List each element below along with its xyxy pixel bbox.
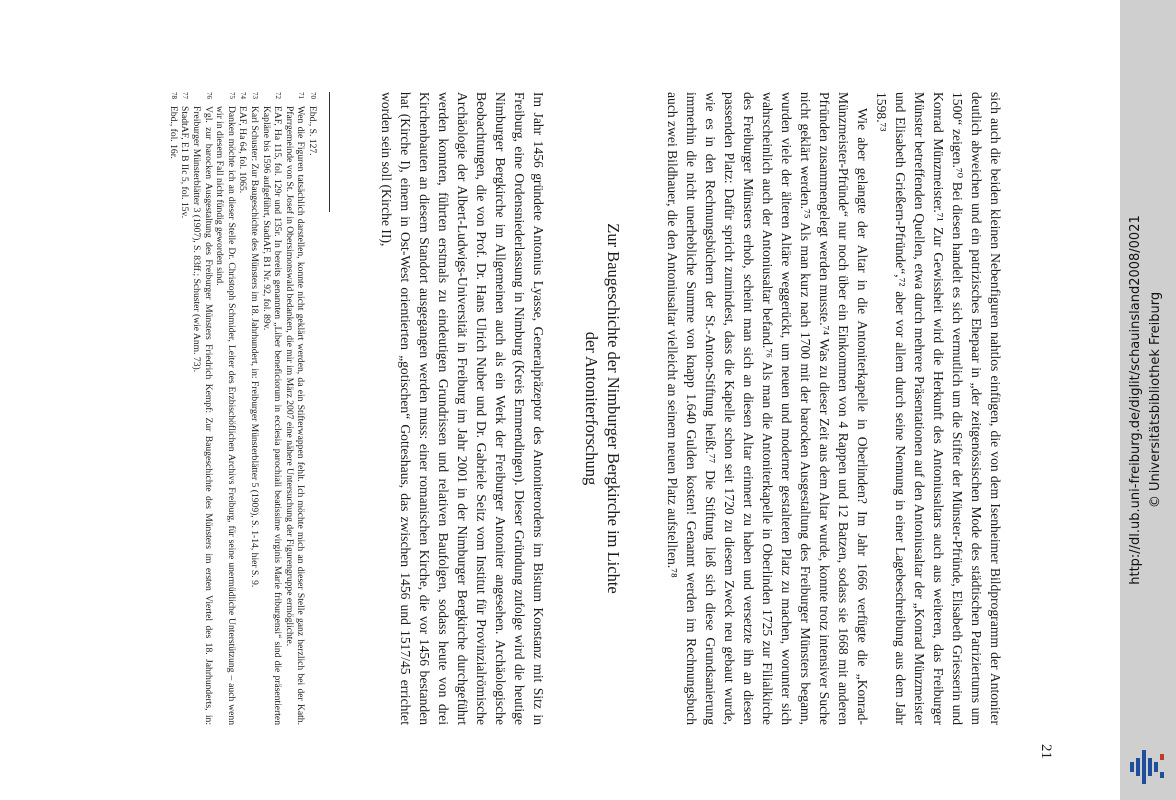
footnote: 70 Ebd., S. 127. xyxy=(307,92,318,156)
copyright-notice: © Universitätsbibliothek Freiburg xyxy=(1148,291,1163,509)
footnote: 72 EAF, Ha 115, fol. 129r und 135r. In bereits genannten „Liber beneficiorum in ecclesia parochiali beatissime virginis Marie friburgensi“ sind die präsentierten Kapläne bis 1596 aufgeführt, StadtAF, B1 Nr. 92, fol. 89v. xyxy=(260,92,284,725)
section-paragraph: Im Jahr 1456 gründete Antonius Lyasse, Generalpräzeptor des Antoniterordens im Bistum Konstanz mit Sitz in Freiburg, eine Ordensniederlassung in Nimburg (Kreis Emmendingen). Dieser Gründung zufolge wird die heutige Nimburger Bergkirche im Allgemeinen auch als ein Werk der Freiburger Antoniter angesehen. Archäologische Beobachtungen, die von Prof. Dr. Hans Ulrich Nuber und Dr. Gabriele Seitz vom Institut für Provinzialrömische Archäologie der Albert-Ludwigs-Universität in Freiburg im Jahr 2001 in der Nimburger Bergkirche durchgeführt werden konnten, führten erstmals zu eindeutigen Grundrissen und relativen Baufolgen, sodass heute von drei Kirchenbauten an diesem Standort ausgegangen werden muss: einer romanischen Kirche, die vor 1456 bestanden hat (Kirche I), einem in Ost-West orientierten „gotischen“ Gotteshaus, das zwischen 1456 und 1517/45 errichtet worden sein soll (Kirche II), xyxy=(379,92,546,725)
section-heading xyxy=(580,92,624,725)
footnote: 75 Danken möchte ich an dieser Stelle Dr. Christoph Schmider, Leiter des Erzbischöflichen Archivs Freiburg, für seine unermüdliche Unterstützung – auch wenn wir in diesem Fall nicht fündig geworden sind. xyxy=(214,92,237,725)
page-number: 21 xyxy=(1038,744,1054,759)
source-url-link[interactable]: http://dl.ub.uni-freiburg.de/diglit/schauinsland2008/0021 xyxy=(1128,215,1143,585)
footnote: 74 EAF, Ha 64, fol. 1065. xyxy=(237,92,249,194)
footnote: 73 Karl Schuster: Zur Baugeschichte des Münsters im 18. Jahrhundert, in: Freiburger Münsterblätter 5 (1909), S. 1-14, hier S. 9. xyxy=(249,92,261,588)
ub-freiburg-logo-icon xyxy=(1130,744,1166,788)
footnotes xyxy=(167,92,318,725)
footnote: 77 StadtAF, E1 B IIc 5, fol. 15v. xyxy=(179,92,191,219)
sidebar-text xyxy=(1126,20,1170,780)
body-text xyxy=(663,92,1005,725)
section-heading-line: der Antoniterforschung xyxy=(582,331,601,486)
footnote-divider xyxy=(329,92,330,212)
footnote: 71 Wen die Figuren tatsächlich darstellen, konnte nicht geklärt werden, da ein Stifterwappen fehlt. Ich möchte mich an dieser Stelle ganz herzlich bei der Kath. Pfarrgemeinde von St. Josef in Obersimonswald bedanken, die mir im März 2007 eine nähere Untersuchung der Figurengruppe ermöglichte. xyxy=(283,92,307,725)
section-heading-line: Zur Baugeschichte der Nimburger Bergkirche im Lichte xyxy=(604,223,623,594)
footnote: 76 Vgl. zur barocken Ausgestaltung des Freiburger Münsters Friedrich Kempf: Zur Baugeschichte des Münsters im ersten Viertel des 18. Jahrhunderts, in: Freiburger Münsterblätter 3 (1907), S. 83ff.; Schuster (wie Anm. 73). xyxy=(191,92,214,725)
footnote: 78 Ebd., fol. 16r. xyxy=(167,92,179,159)
body-paragraph: Wie aber gelangte der Altar in die Antoniterkapelle in Oberlinden? Im Jahr 1666 verfügte die „Konrad-Münzmeister-Pfründe“ nur noch über ein Einkommen von 4 Rappen und 12 Batzen, sodass sie 1668 mit anderen Pfründen zusammengelegt werden musste.⁷⁴ Was zu dieser Zeit aus dem Altar wurde, konnte trotz intensiver Suche nicht geklärt werden.⁷⁵ Als man kurz nach 1700 mit der barocken Ausgestaltung des Freiburger Münsters begann, wurden viele der älteren Altäre weggerückt, um neuen und moderner gestalteten Platz zu machen, worunter sich wahrscheinlich auch der Antoniusaltar befand.⁷⁶ Als man die Antoniterkapelle in Oberlinden 1725 zur Filialkirche des Freiburger Münsters erhob, scheint man sich an diesen Altar erinnert zu haben und versetzte ihn an diesen passenden Platz: Dafür spricht zumindest, dass die Kapelle schon seit 1720 zu diesem Zweck neu gebaut wurde, wie es in den Rechnungsbüchern der St.-Anton-Stiftung heißt.⁷⁷ Die Stiftung ließ sich diese Grundsanierung immerhin die nicht unerhebliche Summe von knapp 1.640 Gulden kosten! Genannt werden im Rechnungsbuch auch zwei Bildhauer, die den Antoniusaltar vielleicht an seinem neuen Platz aufstellten.⁷⁸ xyxy=(665,92,870,725)
body-paragraph: sich auch die beiden kleinen Nebenfiguren nahtlos einfügen, die von dem Isenheimer Bildprogramm der Antoniter deutlich abweichen und ein patrizisches Ehepaar in „der zeitgenössischen Mode des städtischen Patriziertums um 1500“ zeigen.⁷⁰ Bei diesen handelt es sich vermutlich um die Stifter der Münster-Pfründe, Elisabeth Griesserin und Konrad Münzmeister.⁷¹ Zur Gewissheit wird die Herkunft des Antoniusaltars auch aus weiteren, das Freiburger Münster betreffenden Quellen, etwa durch mehrere Präsentationen auf den Antoniusaltar der „Konrad Münzmeister und Elisabeth Grießern-Pfründe“,⁷² aber vor allem durch seine Nennung in einer Lagebeschreibung aus dem Jahr 1598.⁷³ xyxy=(874,92,1003,725)
